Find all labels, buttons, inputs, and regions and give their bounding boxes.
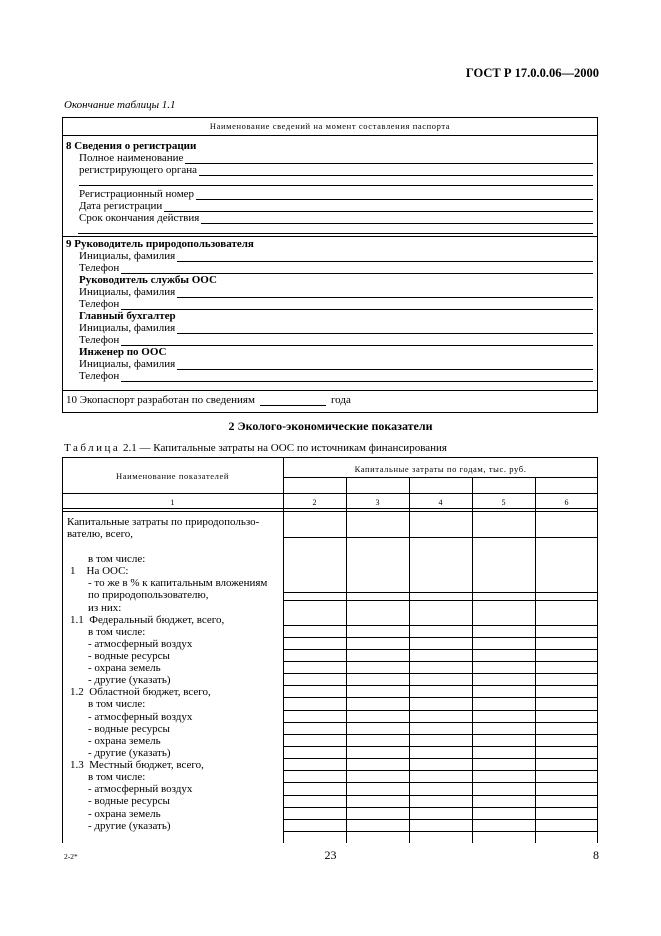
- field-expiry-date: Срок окончания действия: [66, 212, 593, 224]
- table-2-caption: Таблица 2.1 — Капитальные затраты на ООС по источникам финансирования: [64, 442, 447, 454]
- field-registration-number: Регистрационный номер: [66, 188, 593, 200]
- table-1-column-header: Наименование сведений на момент составления паспорта: [209, 121, 451, 131]
- row-label: - атмосферный воздух: [88, 638, 193, 650]
- footer-sheet-mark: 2-2*: [64, 852, 78, 861]
- document-code: ГОСТ Р 17.0.0.06—2000: [465, 66, 599, 80]
- field-accountant-name: Инициалы, фамилия: [66, 322, 593, 334]
- field-director-name: Инициалы, фамилия: [66, 250, 593, 262]
- column-number-4: 4: [438, 498, 443, 507]
- field-full-name: Полное наименование: [66, 152, 593, 164]
- group-engineer-title: Инженер по ООС: [79, 346, 167, 358]
- table-2: [62, 457, 598, 843]
- row-label: - другие (указать): [88, 820, 171, 832]
- row-label: 1 На ООС:: [70, 565, 129, 577]
- row-label: вателю, всего,: [67, 528, 134, 540]
- row-label: 1.1 Федеральный бюджет, всего,: [70, 614, 225, 626]
- table-1: [62, 117, 598, 413]
- field-director-phone: Телефон: [66, 262, 593, 274]
- field-eco-service-phone: Телефон: [66, 298, 593, 310]
- row-label: в том числе:: [88, 626, 146, 638]
- row-label: 1.2 Областной бюджет, всего,: [70, 686, 211, 698]
- row-label: - водные ресурсы: [88, 795, 170, 807]
- column-number-2: 2: [312, 498, 317, 507]
- table-2-header-group: Капитальные затраты по годам, тыс. руб.: [354, 464, 527, 474]
- row-label: - то же в % к капитальным вложениям: [88, 577, 268, 589]
- table-1-caption: Окончание таблицы 1.1: [64, 99, 176, 111]
- row-label: - атмосферный воздух: [88, 711, 193, 723]
- field-accountant-phone: Телефон: [66, 334, 593, 346]
- row-label: - водные ресурсы: [88, 650, 170, 662]
- section-8-title: 8 Сведения о регистрации: [66, 140, 197, 152]
- row-label: - атмосферный воздух: [88, 783, 193, 795]
- column-number-5: 5: [501, 498, 506, 507]
- row-label: - другие (указать): [88, 747, 171, 759]
- row-label: - охрана земель: [88, 662, 161, 674]
- column-number-6: 6: [564, 498, 569, 507]
- row-label: - охрана земель: [88, 735, 161, 747]
- group-eco-service-title: Руководитель службы ООС: [79, 274, 217, 286]
- field-eco-service-name: Инициалы, фамилия: [66, 286, 593, 298]
- field-blank-line: [66, 176, 593, 186]
- row-label: из них:: [88, 602, 122, 614]
- field-engineer-phone: Телефон: [66, 370, 593, 382]
- table-2-header-col1: Наименование показателей: [115, 471, 229, 481]
- column-number-1: 1: [170, 498, 175, 507]
- row-label: 1.3 Местный бюджет, всего,: [70, 759, 204, 771]
- field-registering-body: регистрирующего органа: [66, 164, 593, 176]
- column-number-3: 3: [375, 498, 380, 507]
- row-label: - другие (указать): [88, 674, 171, 686]
- section-2-title: 2 Эколого-экономические показатели: [228, 419, 433, 433]
- row-label: в том числе:: [88, 553, 146, 565]
- section-9-title: 9 Руководитель природопользователя: [66, 238, 254, 250]
- field-registration-date: Дата регистрации: [66, 200, 593, 212]
- field-engineer-name: Инициалы, фамилия: [66, 358, 593, 370]
- row-label: - охрана земель: [88, 808, 161, 820]
- field-blank-line-2: [78, 224, 593, 234]
- row-label: в том числе:: [88, 698, 146, 710]
- group-accountant-title: Главный бухгалтер: [79, 310, 176, 322]
- page-number: 23: [324, 848, 337, 862]
- row-label: в том числе:: [88, 771, 146, 783]
- row-label: Капитальные затраты по природопользо-: [67, 516, 260, 528]
- section-10-row: 10 Экопаспорт разработан по сведениям года: [66, 394, 351, 406]
- row-label: по природопользователю,: [88, 589, 209, 601]
- footer-right-number: 8: [593, 848, 599, 862]
- row-label: - водные ресурсы: [88, 723, 170, 735]
